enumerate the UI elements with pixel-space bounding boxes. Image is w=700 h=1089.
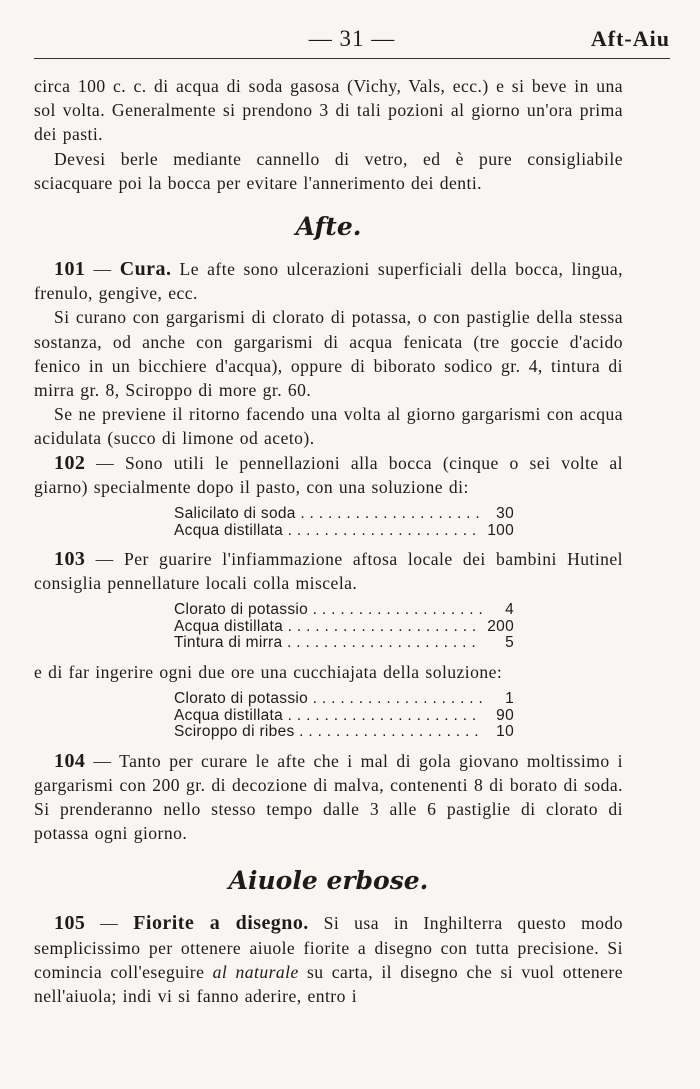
entry-number: 102 xyxy=(54,451,86,474)
recipe-row xyxy=(174,619,514,636)
ingredient-quantity: 200 xyxy=(484,619,514,636)
recipe-row xyxy=(174,506,514,523)
page-header xyxy=(34,26,670,56)
entry-dash: — xyxy=(85,913,134,934)
entry-text: Si usa in Inghilterra questo modo semplicissimo per ottenere aiuole fiorite a disegno con tutta precisione. Si comincia coll'eseguire xyxy=(34,913,623,982)
ingredient-name: Acqua distillata . . . xyxy=(174,708,484,725)
recipe-102 xyxy=(174,506,514,539)
entry-101-paragraph-3: Se ne previene il ritorno facendo una volta al giorno gargarismi con acqua acidulata (succo di limone od aceto). xyxy=(34,404,623,449)
section-heading-afte: Afte. xyxy=(295,212,362,242)
entry-title: Fiorite a disegno. xyxy=(133,912,309,935)
entry-number: 103 xyxy=(54,548,86,571)
recipe-row xyxy=(174,523,514,540)
recipe-103a xyxy=(174,602,514,652)
ingredient-quantity: 10 xyxy=(484,724,514,741)
ingredient-quantity: 90 xyxy=(484,708,514,725)
section-heading-aiuole: Aiuole erbose. xyxy=(228,866,429,896)
entry-103 xyxy=(34,547,623,595)
emphasis-text: al naturale xyxy=(212,961,299,982)
ingredient-quantity: 5 xyxy=(484,635,514,652)
ingredient-name: Acqua distillata . . . xyxy=(174,523,484,540)
entry-text: Le afte sono ulcerazioni superficiali della bocca, lingua, frenulo, gengive, ecc. xyxy=(34,259,623,304)
intro-paragraph: circa 100 c. c. di acqua di soda gasosa (Vichy, Vals, ecc.) e si beve in una sol volta. Generalmente si prendono 3 di tali pozioni al giorno un'ora prima dei pasti. xyxy=(34,76,623,145)
header-rule xyxy=(34,58,670,59)
recipe-row xyxy=(174,691,514,708)
recipe-103b xyxy=(174,691,514,741)
ingredient-name: Acqua distillata . . . xyxy=(174,619,484,636)
entry-title: Cura. xyxy=(119,258,172,281)
ingredient-quantity: 4 xyxy=(484,602,514,619)
entry-text-continued: su carta, il disegno che si vuol ottenere nell'aiuola; indi vi si fanno aderire, entro i xyxy=(34,961,623,1007)
entry-101 xyxy=(34,257,623,305)
recipe-row xyxy=(174,602,514,619)
ingredient-quantity: 1 xyxy=(484,691,514,708)
entry-105 xyxy=(34,911,623,1008)
ingredient-quantity: 100 xyxy=(484,523,514,540)
page-number: — 31 — xyxy=(308,26,396,51)
entry-104 xyxy=(34,749,623,846)
recipe-row xyxy=(174,708,514,725)
page-body xyxy=(34,74,623,1008)
entry-101-paragraph-2: Si curano con gargarismi di clorato di potassa, o con pastiglie della stessa sostanza, od anche con gargarismi di acqua fenicata (tre goccie d'acido fenico in un bicchiere d'acqua), oppure di biborato sodico gr. 4, tintura di mirra gr. 8, Sciroppo di more gr. 60. xyxy=(34,307,623,401)
ingredient-name: Clorato di potassio . . . xyxy=(174,602,484,619)
recipe-row xyxy=(174,635,514,652)
ingredient-name: Salicilato di soda . . . xyxy=(174,506,484,523)
entry-number: 104 xyxy=(54,749,86,772)
intro-paragraph-2: Devesi berle mediante cannello di vetro, ed è pure consigliabile sciacquare poi la bocca per evitare l'annerimento dei denti. xyxy=(34,148,623,193)
ingredient-name: Sciroppo di ribes . . . xyxy=(174,724,484,741)
entry-dash: — xyxy=(85,259,120,280)
recipe-row xyxy=(174,724,514,741)
entry-number: 105 xyxy=(54,912,86,935)
entry-text: — Sono utili le pennellazioni alla bocca (cinque o sei volte al giarno) specialmente dopo il pasto, con una soluzione di: xyxy=(34,452,623,497)
ingredient-quantity: 30 xyxy=(484,506,514,523)
ingredient-name: Tintura di mirra . . . xyxy=(174,635,484,652)
running-head: Aft-Aiu xyxy=(590,26,670,51)
entry-number: 101 xyxy=(54,258,86,281)
entry-103-paragraph-2: e di far ingerire ogni due ore una cucchiajata della soluzione: xyxy=(34,661,503,682)
entry-text: — Per guarire l'infiammazione aftosa locale dei bambini Hutinel consiglia pennellature locali colla miscela. xyxy=(34,549,623,594)
ingredient-name: Clorato di potassio . . . xyxy=(174,691,484,708)
entry-text: — Tanto per curare le afte che i mal di gola giovano moltissimo i gargarismi con 200 gr. di decozione di malva, contenenti 8 di borato di soda. Si prenderanno nello stesso tempo dalle 3 alle 6 pastiglie di clorato di potassa ogni giorno. xyxy=(34,750,623,844)
entry-102 xyxy=(34,451,623,499)
